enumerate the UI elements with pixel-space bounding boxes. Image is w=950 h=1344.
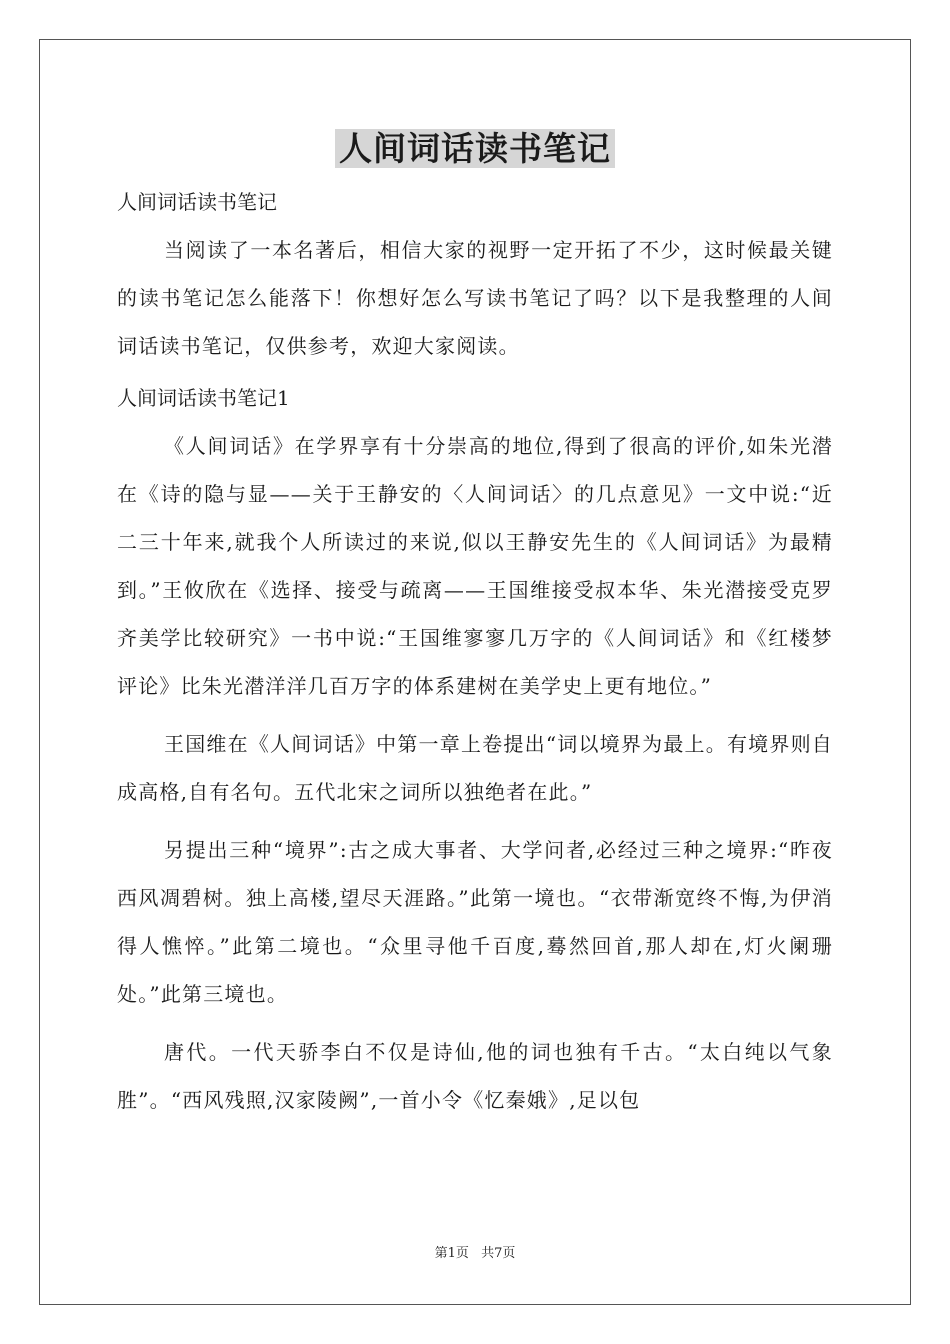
page-total: 共7页	[481, 1246, 516, 1261]
body-paragraph-3: 另提出三种“境界”:古之成大事者、大学问者,必经过三种之境界:“昨夜西风凋碧树。独上高楼,望尽天涯路。”此第一境也。“衣带渐宽终不悔,为伊消得人憔悴。”此第二境也。“众里寻他千百度,蓦然回首,那人却在,灯火阑珊处。”此第三境也。	[117, 838, 833, 1006]
document-title	[0, 126, 950, 172]
document-body	[117, 178, 833, 1124]
section-heading: 人间词话读书笔记1	[117, 386, 290, 410]
document-subtitle: 人间词话读书笔记	[117, 190, 277, 214]
body-paragraph-2: 王国维在《人间词话》中第一章上卷提出“词以境界为最上。有境界则自成高格,自有名句。五代北宋之词所以独绝者在此。”	[117, 732, 833, 804]
document-title-text: 人间词话读书笔记	[335, 129, 615, 168]
body-paragraph-1: 《人间词话》在学界享有十分崇高的地位,得到了很高的评价,如朱光潜在《诗的隐与显——关于王静安的〈人间词话〉的几点意见》一文中说:“近二三十年来,就我个人所读过的来说,似以王静安先生的《人间词话》为最精到。”王攸欣在《选择、接受与疏离——王国维接受叔本华、朱光潜接受克罗齐美学比较研究》一书中说:“王国维寥寥几万字的《人间词话》和《红楼梦评论》比朱光潜洋洋几百万字的体系建树在美学史上更有地位。”	[117, 434, 833, 698]
body-paragraph-4: 唐代。一代天骄李白不仅是诗仙,他的词也独有千古。“太白纯以气象胜”。“西风残照,汉家陵阙”,一首小令《忆秦娥》,足以包	[117, 1040, 833, 1112]
intro-paragraph: 当阅读了一本名著后，相信大家的视野一定开拓了不少，这时候最关键的读书笔记怎么能落下！你想好怎么写读书笔记了吗？以下是我整理的人间词话读书笔记，仅供参考，欢迎大家阅读。	[117, 238, 833, 358]
page-footer	[0, 1245, 950, 1263]
page-number: 第1页	[434, 1246, 469, 1261]
